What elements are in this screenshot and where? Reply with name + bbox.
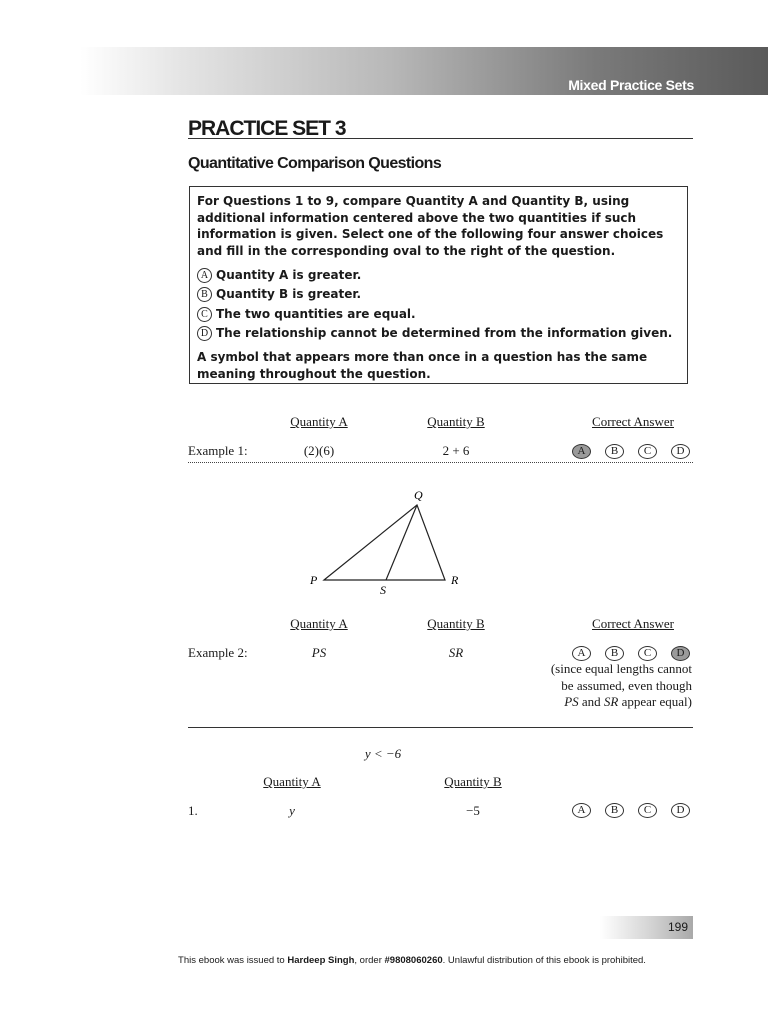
example2-answer-ovals: [572, 646, 690, 661]
example1-oval-d[interactable]: D: [671, 444, 690, 459]
question1-number: 1.: [188, 803, 198, 818]
choice-d: [197, 324, 687, 344]
oval-a-icon: A: [197, 268, 212, 283]
explanation-sr: SR: [603, 694, 619, 709]
symbol-note: A symbol that appears more than once in a question has the same meaning throughout the question.: [197, 350, 648, 381]
question1-condition: y < −6: [364, 746, 402, 761]
explanation-ps: PS: [564, 694, 579, 709]
page-number: 199: [667, 920, 688, 934]
choice-a: [197, 265, 687, 285]
instructions-intro: For Questions 1 to 9, compare Quantity A and Quantity B, using additional information centered above the two quantities if such information is given. Select one of the following four answer choices and fill in the corresponding oval to the right of the question.: [197, 194, 664, 258]
choice-d-text: The relationship cannot be determined from the information given.: [216, 326, 673, 341]
section-heading: Quantitative Comparison Questions: [188, 155, 442, 172]
q1-header-quantity-a: Quantity A: [263, 774, 321, 789]
question1-oval-b[interactable]: B: [605, 803, 624, 818]
explanation-rest: appear equal): [618, 694, 692, 709]
example2-label: Example 2:: [188, 645, 248, 660]
example2-oval-a[interactable]: A: [572, 646, 591, 661]
footer-notice: [0, 955, 768, 966]
instructions-box: [189, 186, 688, 384]
explanation-line-1: (since equal lengths cannot: [550, 661, 692, 676]
ex1-header-correct-answer: Correct Answer: [592, 414, 674, 429]
example1-oval-a[interactable]: A: [572, 444, 591, 459]
question1-quantity-a: y: [289, 803, 295, 818]
triangle-figure: [300, 485, 480, 600]
label-q: Q: [414, 488, 423, 502]
example2-quantity-a: PS: [311, 645, 327, 660]
page-title: PRACTICE SET 3: [188, 117, 346, 140]
example1-answer-ovals: [572, 444, 690, 459]
example2-explanation: [551, 661, 692, 711]
choice-b: [197, 285, 687, 305]
choice-c: [197, 304, 687, 324]
example1-label: Example 1:: [188, 443, 248, 458]
question1-oval-c[interactable]: C: [638, 803, 657, 818]
ex2-header-quantity-a: Quantity A: [290, 616, 348, 631]
ex1-header-quantity-b: Quantity B: [427, 414, 485, 429]
example2-oval-b[interactable]: B: [605, 646, 624, 661]
question1-oval-d[interactable]: D: [671, 803, 690, 818]
label-r: R: [451, 573, 459, 587]
label-s: S: [380, 583, 386, 597]
title-rule: [188, 138, 693, 139]
oval-b-icon: B: [197, 287, 212, 302]
question1-oval-a[interactable]: A: [572, 803, 591, 818]
explanation-and: and: [578, 694, 604, 709]
footer-suffix: . Unlawful distribution of this ebook is prohibited.: [442, 955, 646, 966]
choice-a-text: Quantity A is greater.: [216, 267, 362, 282]
explanation-line-2: be assumed, even though: [561, 677, 692, 693]
ex1-header-quantity-a: Quantity A: [290, 414, 348, 429]
oval-c-icon: C: [197, 307, 212, 322]
example1-quantity-b: 2 + 6: [442, 443, 470, 458]
explanation-line-3: [551, 694, 692, 711]
footer-name: Hardeep Singh: [287, 955, 355, 966]
footer-order: #9808060260: [384, 955, 443, 966]
choice-list: [197, 265, 687, 343]
label-p: P: [310, 573, 318, 587]
example1-oval-c[interactable]: C: [638, 444, 657, 459]
question1-quantity-b: −5: [466, 803, 480, 818]
ex2-header-correct-answer: Correct Answer: [592, 616, 674, 631]
example2-quantity-b: SR: [448, 645, 464, 660]
footer-middle: , order: [354, 955, 385, 966]
header-section-label: Mixed Practice Sets: [568, 77, 694, 93]
question1-answer-ovals: [572, 803, 690, 818]
choice-b-text: Quantity B is greater.: [216, 287, 362, 302]
example1-quantity-a: (2)(6): [303, 443, 335, 458]
solid-separator: [188, 727, 693, 728]
segment-qs: [386, 505, 417, 580]
ex2-header-quantity-b: Quantity B: [427, 616, 485, 631]
q1-header-quantity-b: Quantity B: [444, 774, 502, 789]
example2-oval-d[interactable]: D: [671, 646, 690, 661]
oval-d-icon: D: [197, 326, 212, 341]
choice-c-text: The two quantities are equal.: [216, 306, 416, 321]
example2-oval-c[interactable]: C: [638, 646, 657, 661]
triangle-pqr: [324, 505, 445, 580]
dotted-separator: [188, 462, 693, 463]
footer-prefix: This ebook was issued to: [178, 955, 288, 966]
example1-oval-b[interactable]: B: [605, 444, 624, 459]
